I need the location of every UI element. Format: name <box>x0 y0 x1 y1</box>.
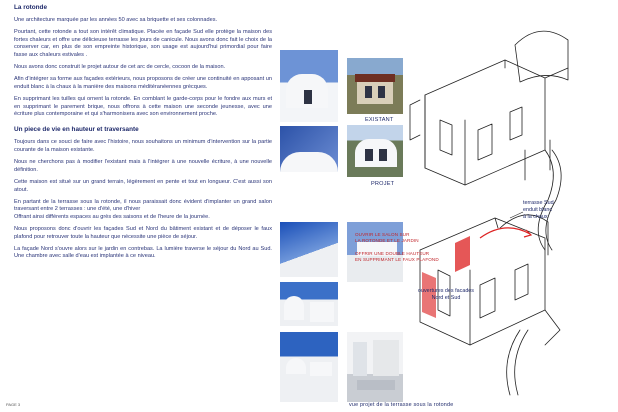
paragraph: En supprimant les tuilles qui ornent la rotonde. En comblant le garde-corps pour le fondre aux murs et en supprimant le parement brique, nous offrons à cette maison une seconde jeunesse, avec une écriture plus contemporaine et qui s'harmonisera avec son environnement proche. <box>14 96 272 118</box>
page-number: PAGE 3 <box>6 402 21 407</box>
paragraph: En partant de la terrasse sous la rotonde, il nous paraissait donc évident d'implanter un grand salon traversant entre 2 terrasses : une d'été, une d'hiver Offrant ainsi différents espaces au grès des saisons et de l'heure de la journée. <box>14 198 272 220</box>
annotation-double-hauteur: OFFRIR UNE DOUBLE HAUTEUR EN SUPPRIMANT LE FAUX PLAFOND <box>355 251 439 262</box>
caption-vue-projet: vue projet de la terrasse sous la rotonde <box>349 402 454 408</box>
paragraph: Nous ne cherchons pas à modifier l'existant mais à l'intégrer à une nouvelle écriture, à une nouvelle définition. <box>14 159 272 173</box>
caption-projet: PROJET <box>371 181 395 187</box>
paragraph: Une architecture marquée par les années 50 avec sa briquette et ses colonnades. <box>14 17 218 23</box>
annotation-ouvertures-facades: ouvertures des facades Nord et Sud <box>417 288 475 301</box>
paragraph: Pourtant, cette rotonde a tout son intérêt climatique. Placée en façade Sud elle protège la maison des fortes chaleurs et offre une délicieuse terrasse les jours de canicule. Nous avons donc fait le choix de la conserver car, en plus de son empreinte historique, son usage est aujourd'hui primordial pour faire fasse aux chaleurs estivales . <box>14 29 272 58</box>
paragraph: Nous proposons donc d'ouvrir les façades Sud et Nord du bâtiment existant et de déposer le faux plafond pour retrouver toute la hauteur que nécessite une pièce de séjour. <box>14 226 272 240</box>
annotation-terrasse-sud: terrasse Sud enduit blanc à la chaux <box>523 200 554 220</box>
caption-existant: EXISTANT <box>365 117 394 123</box>
paragraph: Afin d'intégrer sa forme aux façades extérieurs, nous proposons de créer une continuité en apposant un enduit blanc à la chaux à la manière des maisons méditéranéennes grècques. <box>14 76 272 90</box>
paragraph: La façade Nord s'ouvre alors sur le jardin en contrebas. La lumière traverse le séjour du Nord au Sud. Une chambre avec salle d'eau est implantée à ce niveau. <box>14 245 272 260</box>
paragraph: Nous avons donc construit le projet autour de cet arc de cercle, cocoon de la maison. <box>14 64 226 71</box>
annotation-ouvrir-salon: OUVRIR LE SALON SUR LA ROTONDE ET LE JARDIN <box>355 232 419 243</box>
paragraph: Cette maison est situé sur un grand terrain, légèrement en pente et tout en longueur. C'est aussi son atout. <box>14 179 272 193</box>
paragraph: Toujours dans ce souci de faire avec l'histoire, nous souhaitons un minimum d'intervention sur la partie courante de la maison existante. <box>14 139 272 153</box>
section-heading-rotonde: La rotonde <box>14 4 48 11</box>
section-heading-piece-de-vie: Un piece de vie en hauteur et traversante <box>14 126 139 134</box>
